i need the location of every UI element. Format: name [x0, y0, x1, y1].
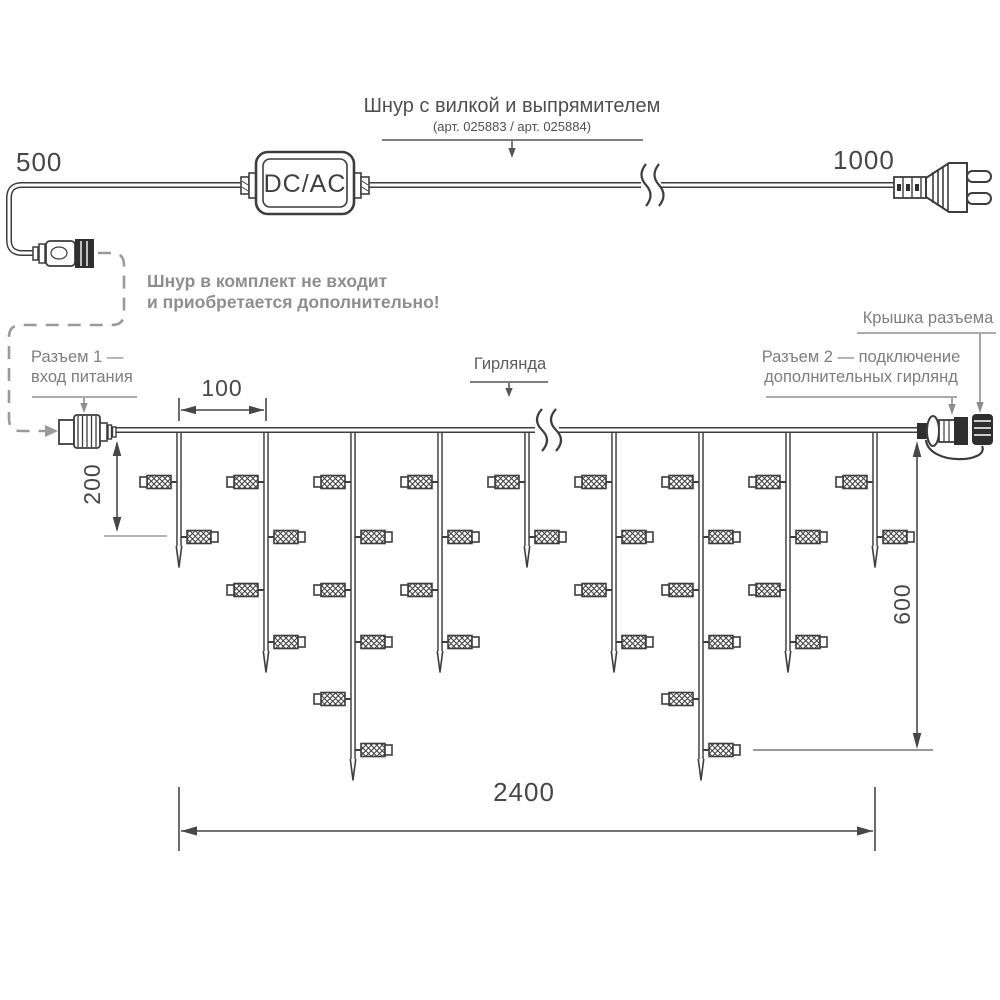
dashed-arrow-icon	[45, 425, 58, 437]
dim-600-label: 600	[889, 583, 915, 625]
lamp-icon	[877, 531, 914, 544]
garland-drop	[488, 432, 566, 567]
lamp-icon	[575, 584, 612, 597]
lamp-icon	[442, 636, 479, 649]
drop-tip	[785, 651, 791, 672]
power-cord	[9, 164, 897, 253]
dim-2400-label: 2400	[493, 777, 555, 807]
garland-drop	[662, 432, 740, 780]
dim-200-label: 200	[79, 463, 105, 505]
lamp-icon	[268, 531, 305, 544]
lamp-icon	[616, 636, 653, 649]
dcac-label: DC/AC	[263, 170, 347, 198]
drop-tip	[176, 546, 182, 567]
connector2-label-line1: Разъем 2 — подключение	[761, 348, 961, 366]
drop-tip	[350, 759, 356, 780]
lamp-icon	[790, 636, 827, 649]
garland-drop	[401, 432, 479, 672]
lamp-icon	[749, 476, 786, 489]
drop-tip	[437, 651, 443, 672]
lamp-icon	[314, 584, 351, 597]
cord-subtitle: (арт. 025883 / арт. 025884)	[432, 119, 592, 134]
lamp-icon	[355, 636, 392, 649]
lamp-icon	[703, 744, 740, 757]
connector2-label-line2: дополнительных гирлянд	[764, 368, 958, 386]
connector1-label-line1: Разъем 1 —	[31, 348, 124, 366]
lamp-icon	[529, 531, 566, 544]
garland-drop	[227, 432, 305, 672]
title-leader	[382, 140, 643, 158]
lamp-icon	[227, 584, 264, 597]
garland-drop	[575, 432, 653, 672]
lamp-icon	[140, 476, 177, 489]
dim-100-label: 100	[201, 375, 243, 401]
connector1-label-leader	[32, 397, 137, 413]
cord-connector-icon	[33, 239, 94, 268]
lamp-icon	[401, 476, 438, 489]
lamp-icon	[488, 476, 525, 489]
connector-cap-icon	[972, 414, 993, 445]
cord-break-icon	[641, 164, 664, 206]
garland-drop	[140, 432, 218, 567]
dim-500-label: 500	[16, 147, 63, 177]
garland-drop	[749, 432, 827, 672]
external-cord-dashed-path	[9, 253, 124, 437]
lamp-icon	[575, 476, 612, 489]
cord-title: Шнур с вилкой и выпрямителем	[363, 95, 661, 117]
drop-tip	[698, 759, 704, 780]
lamp-icon	[314, 476, 351, 489]
lamp-icon	[442, 531, 479, 544]
drop-tip	[872, 546, 878, 567]
cord-note-line1: Шнур в комплект не входит	[147, 271, 388, 291]
lamp-icon	[703, 636, 740, 649]
lamp-icon	[662, 476, 699, 489]
lamp-icon	[355, 531, 392, 544]
drop-tip	[524, 546, 530, 567]
connector2-label-leader	[766, 397, 957, 415]
lamp-icon	[662, 584, 699, 597]
connector1-label-line2: вход питания	[31, 368, 133, 386]
lamp-icon	[401, 584, 438, 597]
dim-1000-label: 1000	[833, 145, 895, 175]
cap-label: Крышка разъема	[862, 309, 994, 327]
drop-tip	[611, 651, 617, 672]
euro-plug-icon	[894, 163, 991, 212]
drop-tip	[263, 651, 269, 672]
lamp-icon	[616, 531, 653, 544]
garland-drop	[836, 432, 914, 567]
lamp-icon	[355, 744, 392, 757]
lamp-icon	[703, 531, 740, 544]
lamp-icon	[836, 476, 873, 489]
lamp-icon	[790, 531, 827, 544]
garland-drops-layer	[140, 432, 914, 780]
lamp-icon	[314, 693, 351, 706]
lamp-icon	[227, 476, 264, 489]
cord-note-line2: и приобретается дополнительно!	[147, 292, 440, 312]
lamp-icon	[662, 693, 699, 706]
garland-label-leader	[470, 382, 548, 397]
lamp-icon	[181, 531, 218, 544]
garland-drop	[314, 432, 392, 780]
garland-break-icon	[535, 409, 561, 451]
lamp-icon	[749, 584, 786, 597]
lamp-icon	[268, 636, 305, 649]
garland-label: Гирлянда	[473, 355, 547, 373]
